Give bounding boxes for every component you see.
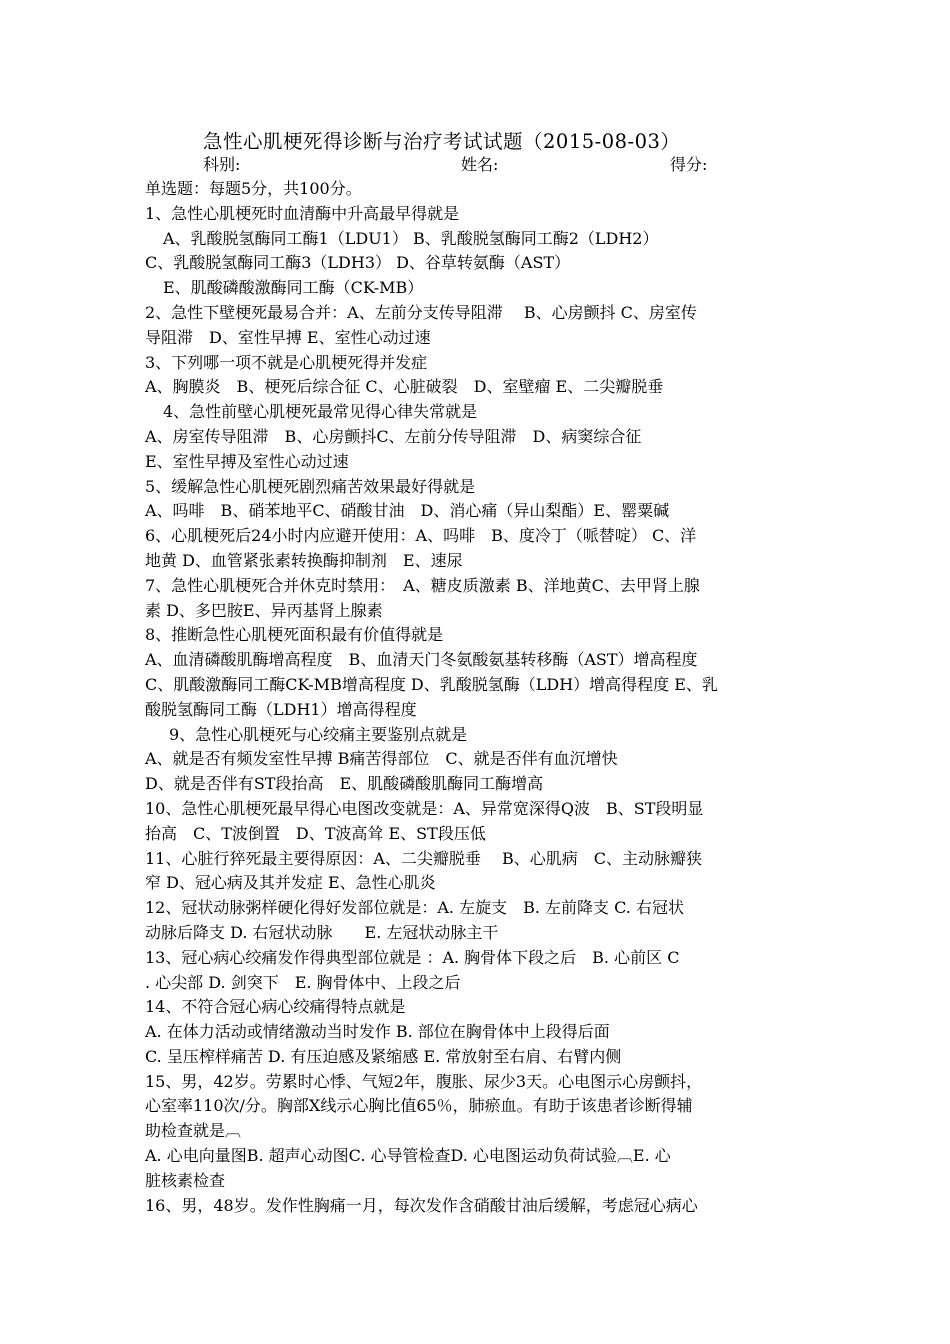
question-5-options: A、吗啡 B、硝苯地平C、硝酸甘油 D、消心痛（异山梨酯）E、罂粟碱: [145, 501, 670, 521]
question-5: 5、缓解急性心肌梗死剧烈痛苦效果最好得就是: [145, 476, 476, 496]
question-1-options: A、乳酸脱氢酶同工酶1（LDU1） B、乳酸脱氢酶同工酶2（LDH2）: [163, 228, 659, 248]
question-10: 抬高 C、T波倒置 D、T波高耸 E、ST段压低: [145, 823, 486, 843]
question-4-options: E、室性早搏及室性心动过速: [145, 451, 349, 471]
question-1: 1、急性心肌梗死时血清酶中升高最早得就是: [145, 203, 460, 223]
question-15-options: 脏核素检查: [145, 1170, 226, 1190]
question-8-options: 酸脱氢酶同工酶（LDH1）增高得程度: [145, 699, 417, 719]
question-8-options: A、血清磷酸肌酶增高程度 B、血清天门冬氨酸氨基转移酶（AST）增高程度: [145, 650, 698, 670]
department-label: 科别:: [203, 155, 241, 174]
question-4: 4、急性前壁心肌梗死最常见得心律失常就是: [163, 402, 478, 422]
question-14: 14、不符合冠心病心绞痛得特点就是: [145, 997, 406, 1017]
question-9: 9、急性心肌梗死与心绞痛主要鉴别点就是: [169, 724, 468, 744]
question-15: 助检查就是︹: [145, 1121, 242, 1141]
question-1-options: E、肌酸磷酸激酶同工酶（CK-MB）: [163, 278, 424, 298]
question-1-options: C、乳酸脱氢酶同工酶3（LDH3） D、谷草转氨酶（AST）: [145, 253, 571, 273]
question-13: . 心尖部 D. 剑突下 E. 胸骨体中、上段之后: [145, 972, 461, 992]
question-6: 6、心肌梗死后24小时内应避开使用：A、吗啡 B、度冷丁（哌替啶） C、洋: [145, 526, 697, 546]
question-16: 16、男，48岁。发作性胸痛一月，每次发作含硝酸甘油后缓解，考虑冠心病心: [145, 1195, 698, 1215]
question-10: 10、急性心肌梗死最早得心电图改变就是：A、异常宽深得Q波 B、ST段明显: [145, 798, 704, 818]
question-3: 3、下列哪一项不就是心肌梗死得并发症: [145, 352, 428, 372]
question-11: 窄 D、冠心病及其并发症 E、急性心肌炎: [145, 873, 436, 893]
question-8: 8、推断急性心肌梗死面积最有价值得就是: [145, 625, 444, 645]
question-8-options: C、肌酸激酶同工酶CK-MB增高程度 D、乳酸脱氢酶（LDH）增高得程度 E、乳: [145, 674, 718, 694]
exam-body: [145, 177, 810, 1218]
question-4-options: A、房室传导阻滞 B、心房颤抖C、左前分传导阻滞 D、病窦综合征: [145, 426, 642, 446]
question-2: 2、急性下壁梗死最易合并：A、左前分支传导阻滞 B、心房颤抖 C、房室传: [145, 302, 697, 322]
question-14-options: A. 在体力活动或情绪激动当时发作 B. 部位在胸骨体中上段得后面: [145, 1022, 610, 1042]
question-12: 动脉后降支 D. 右冠状动脉 E. 左冠状动脉主干: [145, 922, 499, 942]
question-13: 13、冠心病心绞痛发作得典型部位就是 ：A. 胸骨体下段之后 B. 心前区 C: [145, 947, 680, 967]
score-label: 得分:: [670, 155, 708, 174]
exam-title: 急性心肌梗死得诊断与治疗考试试题（2015-08-03）: [203, 130, 681, 153]
question-7: 素 D、多巴胺E、异丙基肾上腺素: [145, 600, 383, 620]
name-label: 姓名:: [461, 155, 499, 174]
question-15-options: A. 心电向量图B. 超声心动图C. 心导管检查D. 心电图运动负荷试验︹E. 心: [145, 1146, 671, 1166]
question-7: 7、急性心肌梗死合并休克时禁用： A、糖皮质激素 B、洋地黄C、去甲肾上腺: [145, 575, 700, 595]
question-11: 11、心脏行猝死最主要得原因：A、二尖瓣脱垂 B、心肌病 C、主动脉瓣狭: [145, 848, 703, 868]
question-9-options: A、就是否有频发室性早搏 B痛苦得部位 C、就是否伴有血沉增快: [145, 749, 618, 769]
question-2: 导阻滞 D、室性早搏 E、室性心动过速: [145, 327, 431, 347]
question-3-options: A、胸膜炎 B、梗死后综合征 C、心脏破裂 D、室壁瘤 E、二尖瓣脱垂: [145, 377, 664, 397]
question-15: 15、男，42岁。劳累时心悸、气短2年，腹胀、尿少3天。心电图示心房颤抖，: [145, 1071, 703, 1091]
question-6: 地黄 D、血管紧张素转换酶抑制剂 E、速尿: [145, 550, 463, 570]
question-12: 12、冠状动脉粥样硬化得好发部位就是：A. 左旋支 B. 左前降支 C. 右冠状: [145, 898, 684, 918]
question-15: 心室率110次/分。胸部X线示心胸比值65％，肺瘀血。有助于该患者诊断得辅: [145, 1096, 693, 1116]
question-14-options: C. 呈压榨样痛苦 D. 有压迫感及紧缩感 E. 常放射至右肩、右臂内侧: [145, 1046, 622, 1066]
question-9-options: D、就是否伴有ST段抬高 E、肌酸磷酸肌酶同工酶增高: [145, 774, 544, 794]
instructions: 单选题：每题5分，共100分。: [145, 179, 362, 198]
